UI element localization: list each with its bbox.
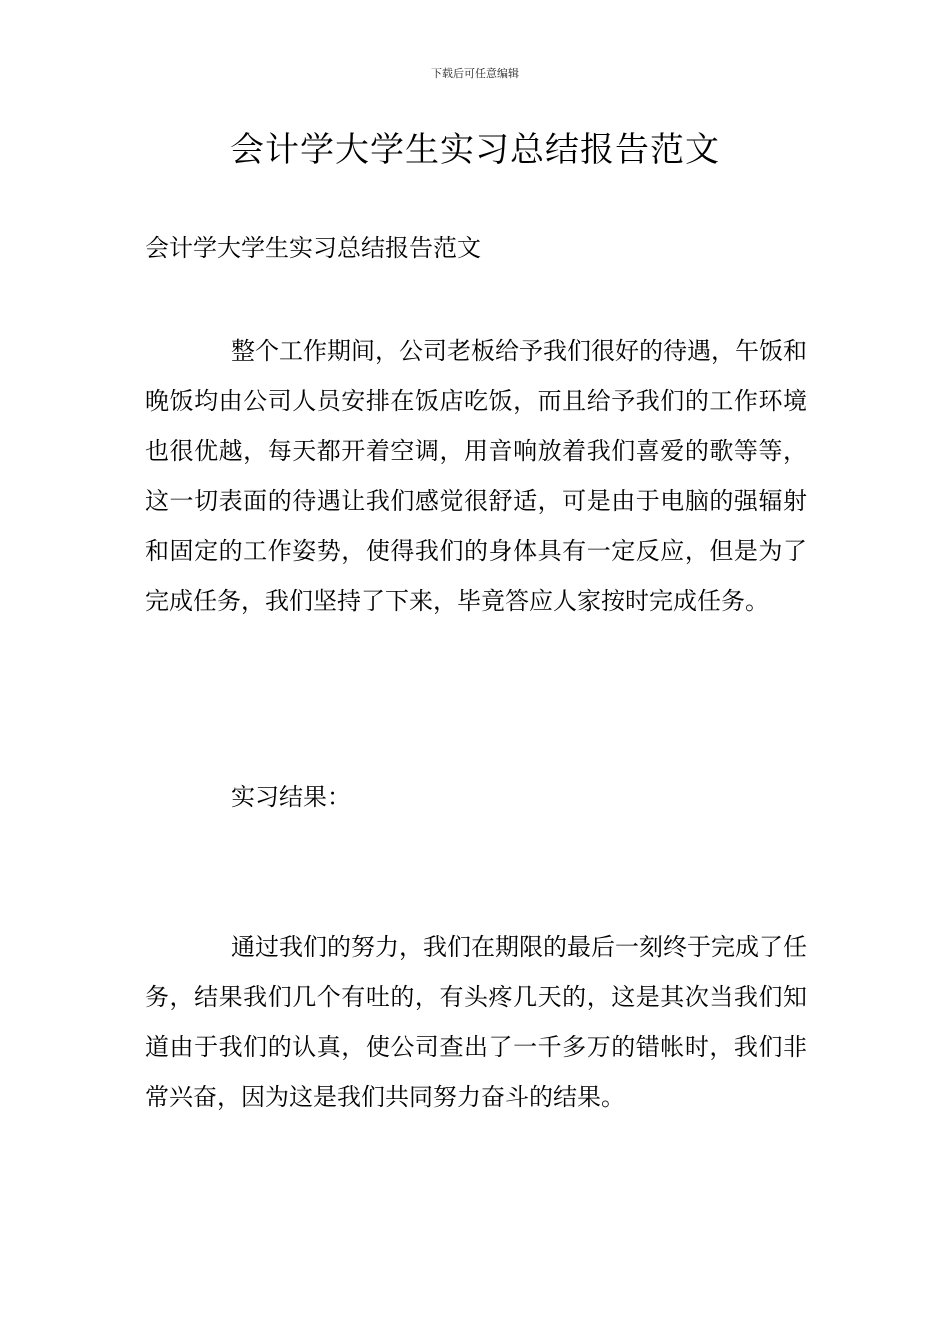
section-heading-internship-results: 实习结果： [231,783,351,811]
header-note: 下载后可任意编辑 [431,67,519,80]
document-title: 会计学大学生实习总结报告范文 [230,130,720,170]
paragraph-work-period: 整个工作期间，公司老板给予我们很好的待遇，午饭和晚饭均由公司人员安排在饭店吃饭，而且给予我们的工作环境也很优越，每天都开着空调，用音响放着我们喜爱的歌等等，这一切表面的待遇让我们感觉很舒适，可是由于电脑的强辐射和固定的工作姿势，使得我们的身体具有一定反应，但是为了完成任务，我们坚持了下来，毕竟答应人家按时完成任务。 [145,337,807,615]
document-subtitle: 会计学大学生实习总结报告范文 [145,234,481,262]
paragraph-results: 通过我们的努力，我们在期限的最后一刻终于完成了任务，结果我们几个有吐的，有头疼几天的，这是其次当我们知道由于我们的认真，使公司查出了一千多万的错帐时，我们非常兴奋，因为这是我们共同努力奋斗的结果。 [145,933,807,1111]
